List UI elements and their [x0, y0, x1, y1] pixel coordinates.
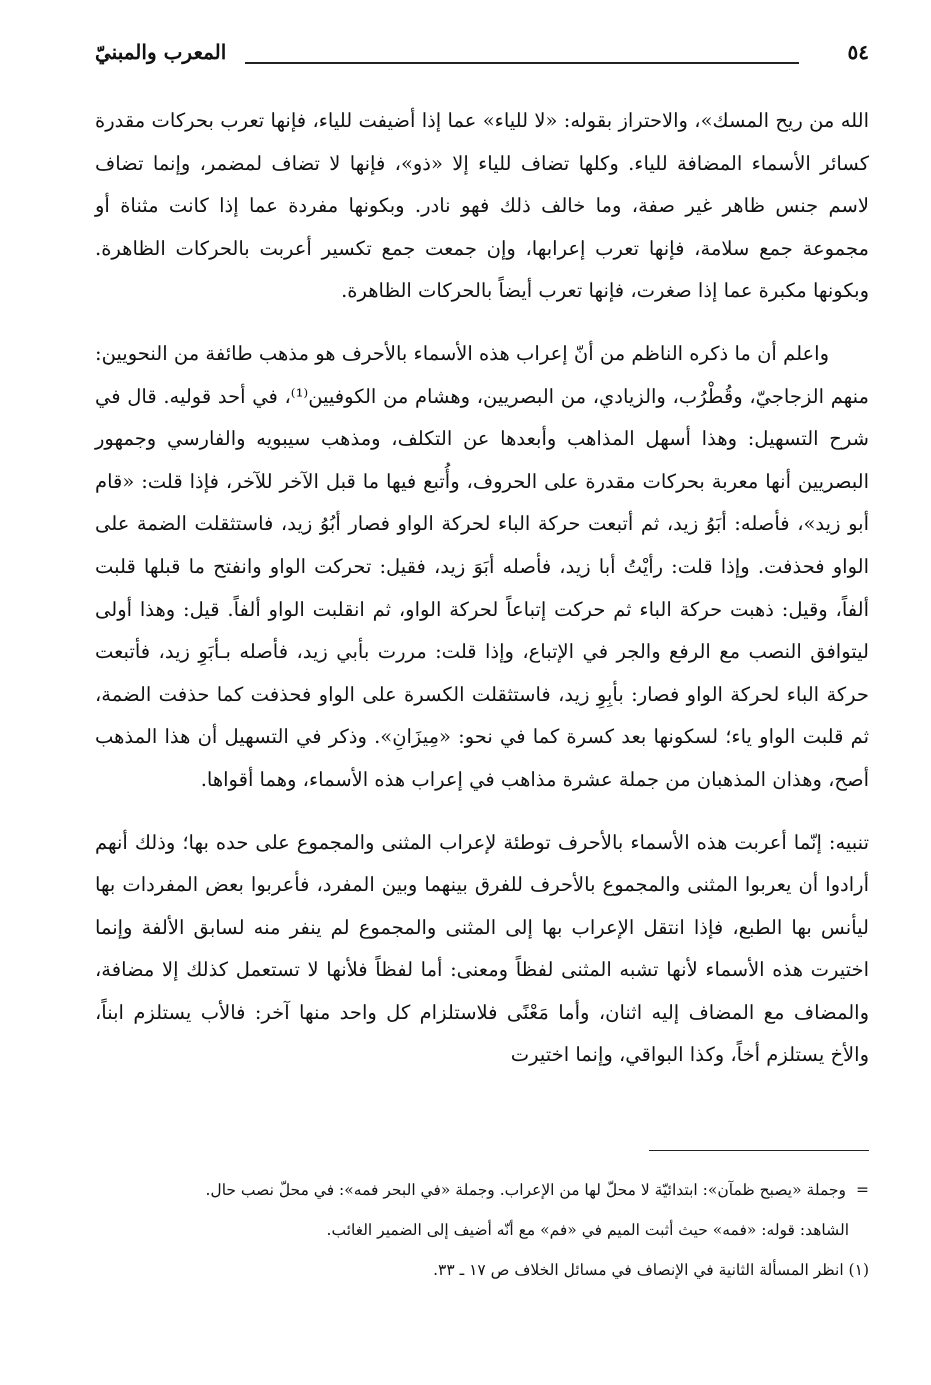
- footnotes: [95, 1175, 869, 1295]
- footnote-continuation: [95, 1175, 869, 1215]
- footnote-continuation-text: وجملة «يصبح ظمآن»: ابتدائيّة لا محلّ لها من الإعراب. وجملة «في البحر فمه»: في محلّ نصب حال.: [205, 1181, 846, 1199]
- footnote-1: (١) انظر المسألة الثانية في الإنصاف في مسائل الخلاف ص ١٧ ـ ٣٣.: [433, 1261, 869, 1279]
- running-title: المعرب والمبنيّ: [95, 40, 227, 64]
- footnote-separator: [649, 1150, 869, 1151]
- paragraph-2: واعلم أن ما ذكره الناظم من أنّ إعراب هذه الأسماء بالأحرف هو مذهب طائفة من النحويين: منهم الزجاجيّ، وقُطْرُب، والزيادي، من البصريين، وهشام من الكوفيين⁽¹⁾، في أحد قوليه. قال في شرح التسهيل: وهذا أسهل المذاهب وأبعدها عن التكلف، ومذهب سيبويه والفارسي وجمهور البصريين أنها معربة بحركات مقدرة على الحروف، وأُتبع فيها ما قبل الآخر للآخر، فإذا قلت: «قام أبو زيد»، فأصله: أبَوُ زيد، ثم أتبعت حركة الباء لحركة الواو فصار أبُوُ زيد، فاستثقلت الضمة على الواو فحذفت. وإذا قلت: رأيْتُ أبا زيد، فأصله أبَوَ زيد، فقيل: تحركت الواو وانفتح ما قبلها قلبت ألفاً، وقيل: ذهبت حركة الباء ثم حركت إتباعاً لحركة الواو، ثم انقلبت الواو ألفاً. قيل: وهذا أولى ليتوافق النصب مع الرفع والجر في الإتباع، وإذا قلت: مررت بأبي زيد، فأصله بـأبَوِ زيد، فأتبعت حركة الباء لحركة الواو فصار: بأبِوِ زيد، فاستثقلت الكسرة على الواو فحذفت كما حذفت الضمة، ثم قلبت الواو ياء؛ لسكونها بعد كسرة كما في نحو: «مِيزَانِ». وذكر في التسهيل أن هذا المذهب أصح، وهذان المذهبان من جملة عشرة مذاهب في إعراب هذه الأسماء، وهما أقواها.: [95, 341, 869, 791]
- continuation-mark: =: [856, 1181, 869, 1199]
- page-header: [95, 40, 869, 74]
- footnote-shahid: الشاهد: قوله: «فمه» حيث أثبت الميم في «فم» مع أنّه أضيف إلى الضمير الغائب.: [326, 1221, 849, 1239]
- header-rule: [245, 62, 799, 64]
- paragraph-3: تنبيه: إنّما أعربت هذه الأسماء بالأحرف توطئة لإعراب المثنى والمجموع على حده بها؛ وذلك أنهم أرادوا أن يعربوا المثنى والمجموع بالأحرف للفرق بينهما وبين المفرد، فأعربوا بعض المفردات بها ليأنس بها الطبع، فإذا انتقل الإعراب بها إلى المثنى والمجموع لم ينفر منه لسابق الألفة وإنما اختيرت هذه الأسماء لأنها تشبه المثنى لفظاً ومعنى: أما لفظاً فلأنها لا تستعمل كذلك إلا مضافة، والمضاف مع المضاف إليه اثنان، وأما مَعْنًى فلاستلزام كل واحد منها آخر: فالأب يستلزم ابناً، والأخ يستلزم أخاً، وكذا البواقي، وإنما اختيرت: [95, 830, 869, 1067]
- page-number: ٥٤: [847, 40, 869, 64]
- paragraph-1: الله من ريح المسك»، والاحتراز بقوله: «لا للياء» عما إذا أضيفت للياء، فإنها تعرب بحركات مقدرة كسائر الأسماء المضافة للياء. وكلها تضاف للياء إلا «ذو»، فإنها لا تضاف لمضمر، وإنما تضاف لاسم جنس ظاهر غير صفة، وما خالف ذلك فهو نادر. وبكونها مفردة عما إذا كانت مثناة أو مجموعة جمع سلامة، فإنها تعرب إعرابها، وإن جمعت جمع تكسير أعربت بالحركات الظاهرة. وبكونها مكبرة عما إذا صغرت، فإنها تعرب أيضاً بالحركات الظاهرة.: [95, 109, 869, 303]
- main-text: [95, 100, 869, 1077]
